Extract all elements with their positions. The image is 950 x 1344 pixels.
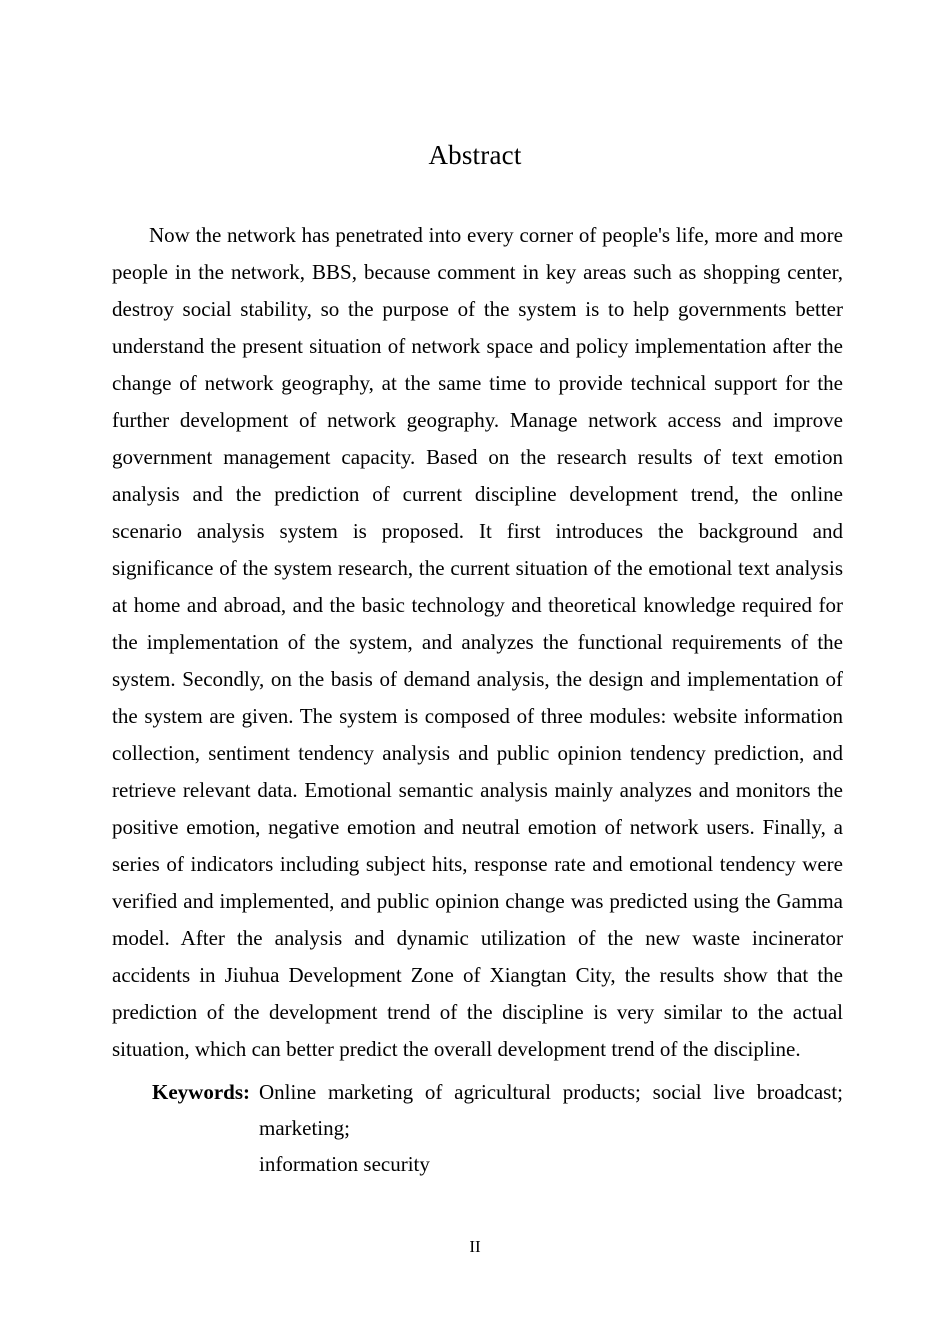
keywords-row [112,1074,843,1182]
page-number: II [469,1237,481,1256]
keywords-label: Keywords: [152,1080,250,1104]
page-title: Abstract [428,140,522,171]
keywords-section [112,1074,843,1182]
keywords-line-2: information security [259,1152,430,1176]
abstract-body [112,217,843,1068]
keywords-value [259,1074,843,1182]
keywords-line-1: Online marketing of agricultural products; social live broadcast; marketing; [259,1080,843,1140]
abstract-paragraph: Now the network has penetrated into every corner of people's life, more and more people in the network, BBS, because comment in key areas such as shopping center, destroy social stability, so the purpose of the system is to help governments better understand the present situation of network space and policy implementation after the change of network geography, at the same time to provide technical support for the further development of network geography. Manage network access and improve government management capacity. Based on the research results of text emotion analysis and the prediction of current discipline development trend, the online scenario analysis system is proposed. It first introduces the background and significance of the system research, the current situation of the emotional text analysis at home and abroad, and the basic technology and theoretical knowledge required for the implementation of the system, and analyzes the functional requirements of the system. Secondly, on the basis of demand analysis, the design and implementation of the system are given. The system is composed of three modules: website information collection, sentiment tendency analysis and public opinion tendency prediction, and retrieve relevant data. Emotional semantic analysis mainly analyzes and monitors the positive emotion, negative emotion and neutral emotion of network users. Finally, a series of indicators including subject hits, response rate and emotional tendency were verified and implemented, and public opinion change was predicted using the Gamma model. After the analysis and dynamic utilization of the new waste incinerator accidents in Jiuhua Development Zone of Xiangtan City, the results show that the prediction of the development trend of the discipline is very similar to the actual situation, which can better predict the overall development trend of the discipline. [112,223,843,1061]
